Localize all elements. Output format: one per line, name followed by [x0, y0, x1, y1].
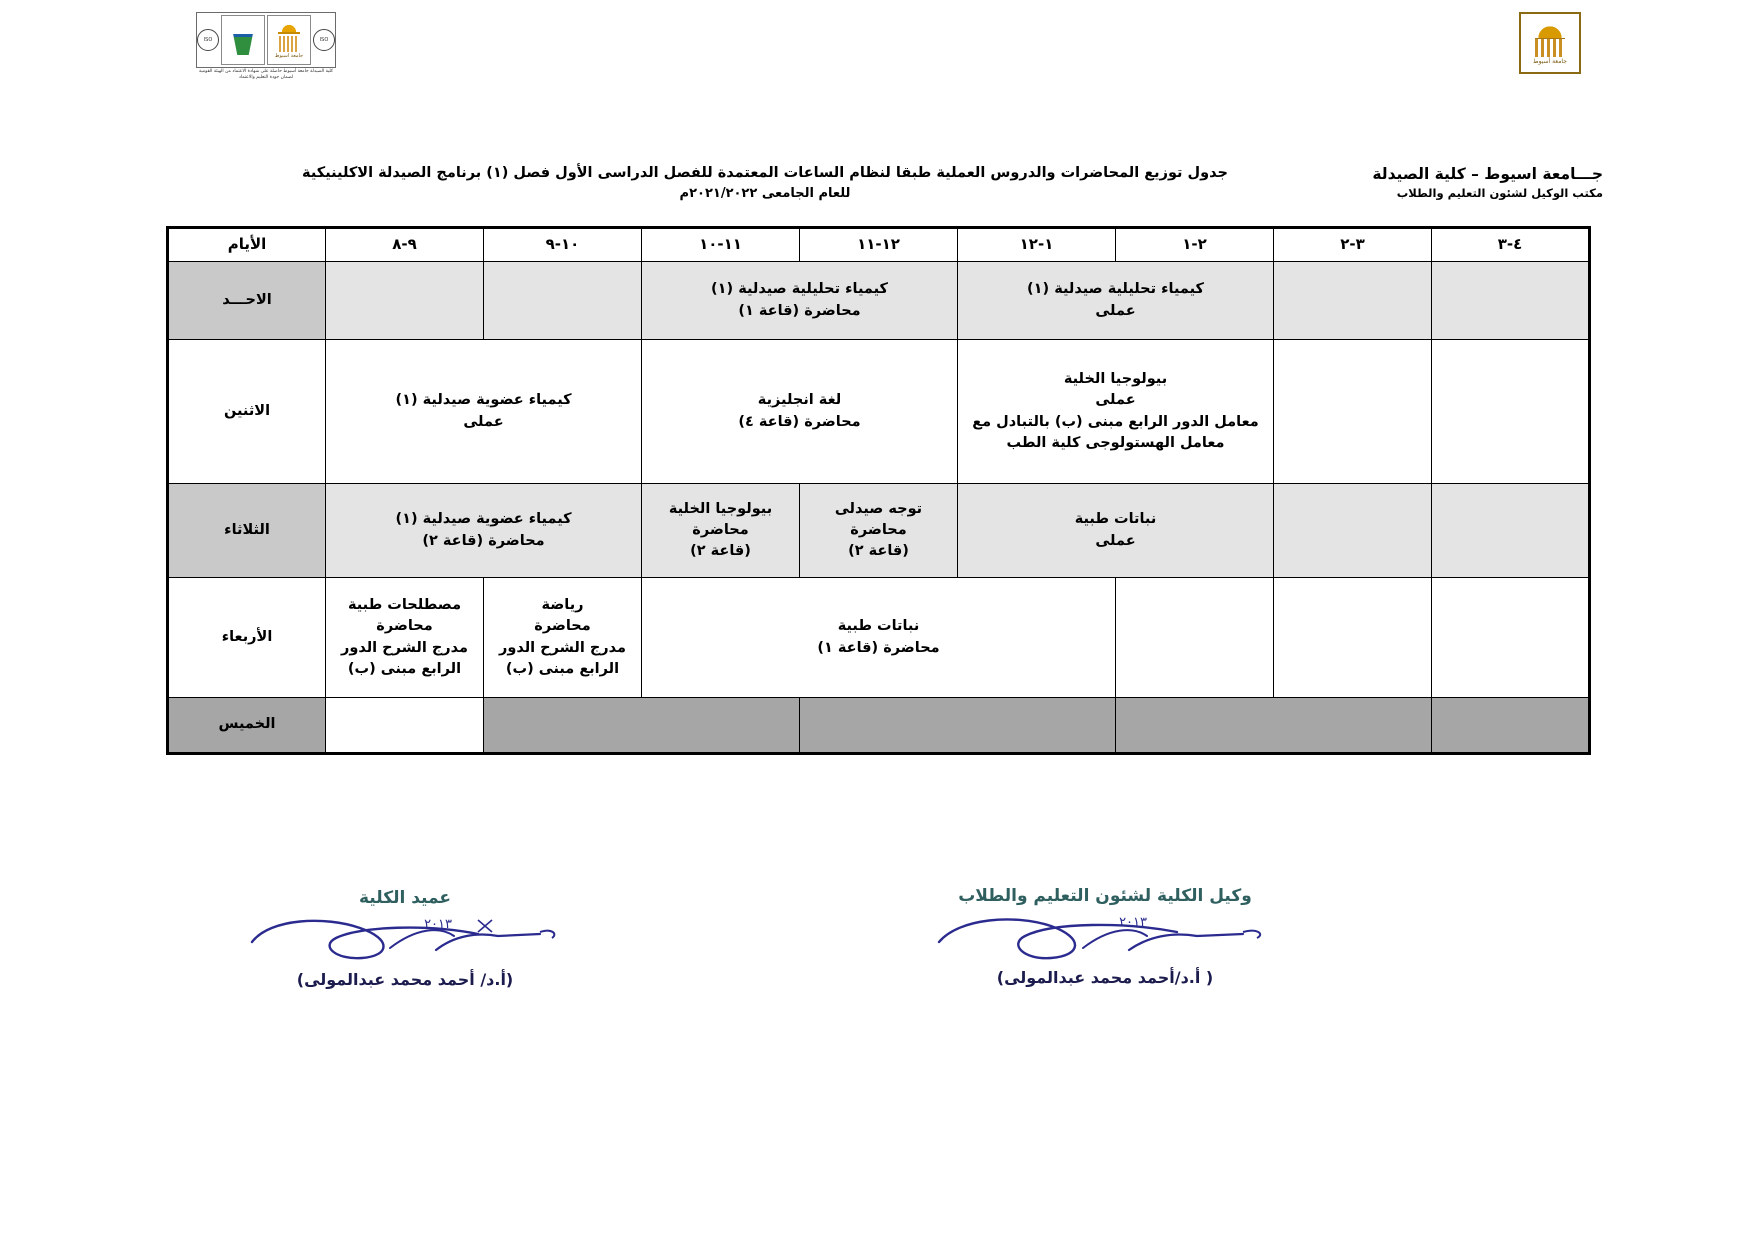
schedule-cell-r4-c2: [1274, 578, 1432, 698]
dean-signature-mark: [195, 912, 615, 968]
time-slot-header-2: ٣-٢: [1274, 228, 1432, 262]
schedule-cell-r4-c6: [326, 578, 484, 698]
accreditation-crest-box: [196, 12, 336, 68]
schedule-cell-r2-c5: [326, 340, 642, 484]
schedule-cell-r3-c3: [958, 484, 1274, 578]
schedule-cell-r3-c2: [1274, 484, 1432, 578]
pharmacy-mortar-crest-icon: [221, 15, 265, 65]
dean-name: (أ.د/ أحمد محمد عبدالمولى): [296, 970, 514, 989]
schedule-cell-r1-c2: [1274, 262, 1432, 340]
cell-line: (قاعة ٢): [690, 543, 751, 559]
vice-dean-office-label: مكتب الوكيل لشئون التعليم والطلاب: [1396, 186, 1603, 201]
schedule-cell-r1-c1: [1432, 262, 1590, 340]
cell-line: محاضرة (قاعة ١): [817, 639, 940, 656]
cell-line: محاضرة: [534, 618, 591, 635]
vice-dean-role-label: وكيل الكلية لشئون التعليم والطلاب: [958, 886, 1252, 906]
schedule-cell-r3-c4: [800, 484, 958, 578]
schedule-cell-r2-c3: [958, 340, 1274, 484]
schedule-cell-r5-c3: [800, 698, 1116, 754]
day-column-header: الأيام: [168, 228, 326, 262]
time-slot-header-4: ١-١٢: [958, 228, 1116, 262]
cell-line: معامل الدور الرابع مبنى (ب) بالتبادل مع: [972, 413, 1259, 430]
cell-line: كيمياء عضوية صيدلية (١): [395, 511, 572, 528]
schedule-cell-r4-c1: [1432, 578, 1590, 698]
schedule-cell-r1-c3: [958, 262, 1274, 340]
dean-role-label: عميد الكلية: [359, 888, 451, 908]
schedule-cell-r5-c1: [1432, 698, 1590, 754]
time-slot-header-8: ٩-٨: [326, 228, 484, 262]
mortar-icon: [230, 25, 256, 55]
pestle-icon: [239, 15, 247, 37]
vice-dean-signature-block: [895, 886, 1315, 987]
day-label-1: الاحـــد: [168, 262, 326, 340]
left-logo-group: [196, 12, 336, 82]
cell-line: مدرج الشرح الدور: [498, 639, 627, 656]
dean-signature-block: [195, 888, 615, 989]
schedule-cell-r3-c1: [1432, 484, 1590, 578]
vice-dean-name: ( أ.د/أحمد محمد عبدالمولى): [996, 968, 1214, 987]
cell-line: معامل الهستولوجى كلية الطب: [1006, 434, 1225, 451]
cell-line: رياضة: [541, 597, 584, 614]
cell-line: عملى: [1095, 532, 1136, 549]
iso-badge-left-icon: ISO: [313, 29, 335, 51]
cell-line: الرابع مبنى (ب): [505, 660, 620, 677]
cell-line: كيمياء تحليلية صيدلية (١): [1027, 281, 1204, 298]
cell-line: كيمياء عضوية صيدلية (١): [395, 392, 572, 409]
schedule-cell-r5-c5: [326, 698, 484, 754]
schedule-cell-r5-c4: [484, 698, 800, 754]
cell-line: محاضرة: [692, 521, 749, 538]
schedule-header-row: [168, 228, 1590, 262]
schedule-table: [166, 226, 1591, 755]
page-title-line-2: للعام الجامعى ٢٠٢١/٢٠٢٢م: [679, 186, 851, 202]
schedule-cell-r3-c5: [642, 484, 800, 578]
schedule-cell-r4-c5: [484, 578, 642, 698]
cell-line: محاضرة (قاعة ١): [738, 302, 861, 319]
schedule-row-3: [168, 484, 1590, 578]
svg-text:٢٠١٣: ٢٠١٣: [424, 917, 452, 932]
vice-dean-signature-mark: [895, 910, 1315, 966]
page-title: [255, 162, 1275, 205]
svg-text:٢٠١٣: ٢٠١٣: [1119, 915, 1147, 930]
cell-line: توجه صيدلى: [834, 500, 923, 517]
cell-line: مدرج الشرح الدور: [340, 639, 469, 656]
schedule-cell-r2-c1: [1432, 340, 1590, 484]
schedule-row-5: [168, 698, 1590, 754]
schedule-table-container: [166, 226, 1591, 755]
cell-line: كيمياء تحليلية صيدلية (١): [711, 281, 888, 298]
day-label-2: الاثنين: [168, 340, 326, 484]
assiut-university-emblem-icon: [1519, 12, 1581, 74]
cell-line: بيولوجيا الخلية: [668, 500, 773, 517]
schedule-cell-r2-c4: [642, 340, 958, 484]
page-title-line-1: جدول توزيع المحاضرات والدروس العملية طبقا لنظام الساعات المعتمدة للفصل الدراسى الأول فصل (١) برنامج الصيدلة الاكلينيكية: [302, 165, 1228, 181]
schedule-row-2: [168, 340, 1590, 484]
cell-line: الرابع مبنى (ب): [347, 660, 462, 677]
time-slot-header-1: ٤-٣: [1432, 228, 1590, 262]
day-label-5: الخميس: [168, 698, 326, 754]
schedule-cell-r3-c6: [326, 484, 642, 578]
schedule-cell-r4-c4: [642, 578, 1116, 698]
cell-line: بيولوجيا الخلية: [1063, 371, 1168, 388]
time-slot-header-3: ٢-١: [1116, 228, 1274, 262]
cell-line: (قاعة ٢): [848, 543, 909, 559]
time-slot-header-5: ١٢-١١: [800, 228, 958, 262]
emblem-caption: جامعة أسيوط: [1533, 58, 1567, 65]
schedule-cell-r1-c6: [326, 262, 484, 340]
schedule-cell-r5-c2: [1116, 698, 1432, 754]
faculty-header-block: [1372, 163, 1603, 202]
assiut-university-crest-icon: [267, 15, 311, 65]
accreditation-footnote: كلية الصيدلة جامعة أسيوط حاصلة على شهادة الاعتماد من الهيئة القومية لضمان جودة التعليم والاعتماد: [198, 69, 334, 80]
time-slot-header-7: ١٠-٩: [484, 228, 642, 262]
cell-line: محاضرة (قاعة ٤): [738, 413, 861, 430]
cell-line: محاضرة: [850, 521, 907, 538]
university-caption: جامعة اسيوط: [274, 53, 304, 59]
cell-line: لغة انجليزية: [757, 392, 842, 409]
schedule-row-4: [168, 578, 1590, 698]
schedule-cell-r4-c3: [1116, 578, 1274, 698]
cell-line: مصطلحات طبية: [347, 597, 462, 614]
time-slot-header-6: ١١-١٠: [642, 228, 800, 262]
day-label-4: الأربعاء: [168, 578, 326, 698]
cell-line: محاضرة: [376, 618, 433, 635]
schedule-cell-r2-c2: [1274, 340, 1432, 484]
cell-line: نباتات طبية: [1074, 511, 1157, 528]
cell-line: عملى: [1095, 302, 1136, 319]
emblem-columns-icon: [1535, 38, 1565, 57]
faculty-name: جـــامعة اسيوط – كلية الصيدلة: [1372, 165, 1603, 183]
sun-icon: [278, 21, 300, 34]
schedule-cell-r1-c4: [642, 262, 958, 340]
cell-line: محاضرة (قاعة ٢): [422, 532, 545, 549]
iso-badge-right-icon: ISO: [197, 29, 219, 51]
cell-line: عملى: [1095, 392, 1136, 409]
day-label-3: الثلاثاء: [168, 484, 326, 578]
schedule-row-1: [168, 262, 1590, 340]
schedule-cell-r1-c5: [484, 262, 642, 340]
cell-line: عملى: [463, 413, 504, 430]
cell-line: نباتات طبية: [837, 618, 920, 635]
columns-icon: [279, 36, 299, 52]
emblem-sun-icon: [1533, 21, 1567, 38]
